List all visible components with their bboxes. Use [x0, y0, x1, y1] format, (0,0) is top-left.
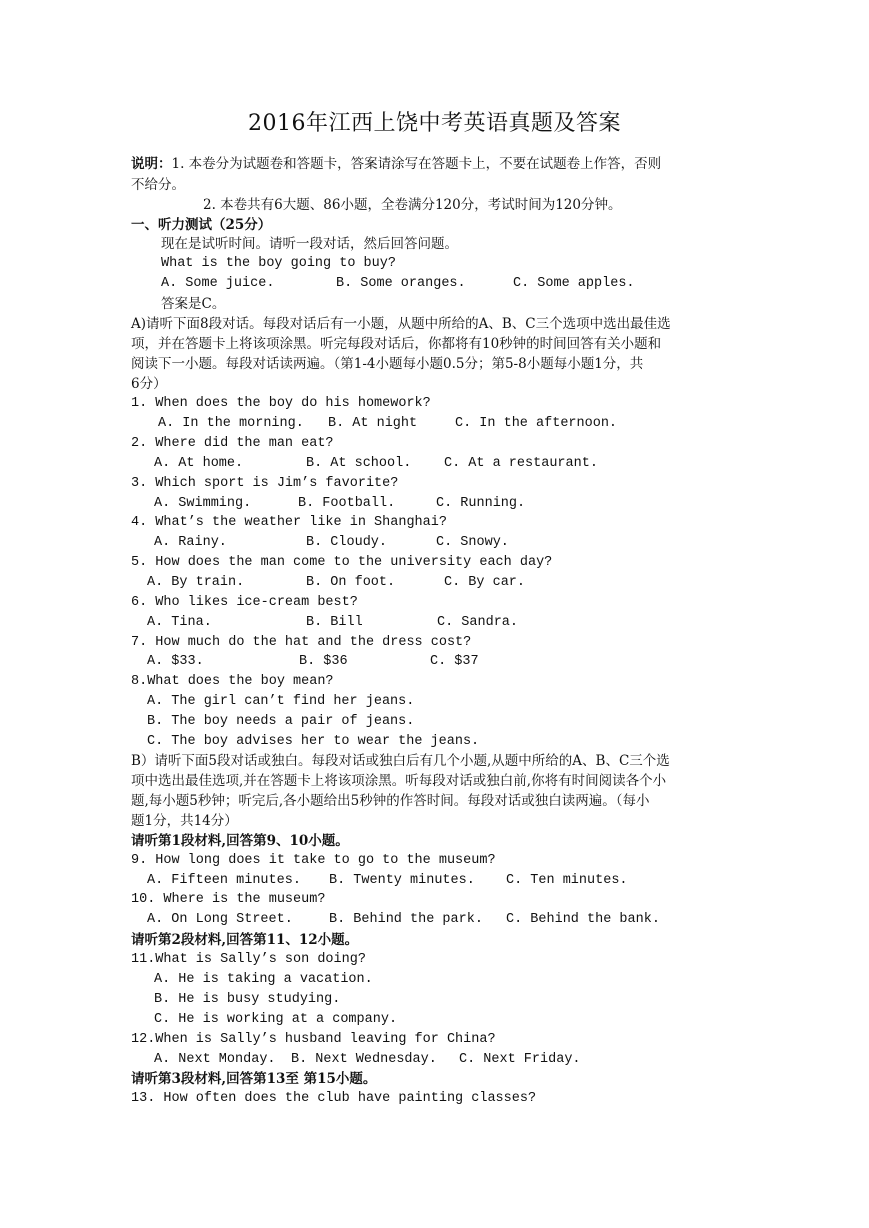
notes-line-1 [131, 154, 661, 174]
question-5: 5. How does the man come to the university each day? [131, 555, 553, 570]
question-8: 8.What does the boy mean? [131, 674, 334, 689]
option-a: A. In the morning. [158, 416, 304, 431]
option-a: A. Fifteen minutes. [147, 873, 301, 888]
option-c: C. Sandra. [437, 615, 519, 630]
option-c: C. Next Friday. [459, 1052, 581, 1067]
option-b: B. Twenty minutes. [329, 873, 475, 888]
part-b-instruction-3: 题,每小题5秒钟；听完后,各小题给出5秒钟的作答时间。每段对话或独白读两遍。（每小 [131, 793, 650, 809]
question-8-option-c: C. The boy advises her to wear the jeans. [147, 734, 480, 749]
question-10: 10. Where is the museum? [131, 892, 326, 907]
question-2: 2. Where did the man eat? [131, 436, 334, 451]
option-a: A. By train. [147, 575, 245, 590]
question-12: 12.When is Sally’s husband leaving for China? [131, 1032, 496, 1047]
option-c: C. By car. [444, 575, 526, 590]
part-a-instruction-4: 6分） [131, 376, 167, 392]
question-11-option-b: B. He is busy studying. [154, 992, 341, 1007]
option-b: B. Behind the park. [329, 912, 483, 927]
part-a-instruction-1: A)请听下面8段对话。每段对话后有一小题，从题中所给的A、B、C三个选项中选出最佳选 [131, 316, 671, 332]
option-c: C. Ten minutes. [506, 873, 628, 888]
sample-answer: 答案是C。 [161, 296, 226, 312]
option-c: C. Behind the bank. [506, 912, 660, 927]
question-13: 13. How often does the club have painting classes? [131, 1091, 537, 1106]
option-b: B. Football. [298, 496, 396, 511]
option-c: C. Running. [436, 496, 526, 511]
sample-option-a: A. Some juice. [161, 276, 275, 291]
question-11-option-a: A. He is taking a vacation. [154, 972, 373, 987]
note-1b: 不给分。 [131, 177, 185, 193]
option-b: B. $36 [299, 654, 348, 669]
option-c: C. In the afternoon. [455, 416, 618, 431]
page-title: 2016年江西上饶中考英语真题及答案 [248, 111, 621, 136]
question-7: 7. How much do the hat and the dress cost? [131, 635, 472, 650]
part-a-instruction-3: 阅读下一小题。每段对话读两遍。（第1-4小题每小题0.5分；第5-8小题每小题1分，共 [131, 356, 644, 372]
section-heading: 一、听力测试（25分） [131, 217, 272, 233]
question-8-option-b: B. The boy needs a pair of jeans. [147, 714, 415, 729]
note-1a: 1. 本卷分为试题卷和答题卡，答案请涂写在答题卡上，不要在试题卷上作答，否则 [171, 156, 662, 172]
question-4: 4. What’s the weather like in Shanghai? [131, 515, 447, 530]
option-a: A. Next Monday. [154, 1052, 276, 1067]
option-b: B. Bill [306, 615, 363, 630]
part-b-instruction-1: B）请听下面5段对话或独白。每段对话或独白后有几个小题,从题中所给的A、B、C三个选 [131, 753, 670, 769]
listening-intro: 现在是试听时间。请听一段对话，然后回答问题。 [161, 236, 458, 252]
part-a-instruction-2: 项，并在答题卡上将该项涂黑。听完每段对话后，你都将有10秒钟的时间回答有关小题和 [131, 336, 662, 352]
material-3-heading: 请听第3段材料,回答第13至 第15小题。 [131, 1071, 377, 1087]
material-2-heading: 请听第2段材料,回答第11、12小题。 [131, 932, 359, 948]
option-a: A. At home. [154, 456, 244, 471]
option-b: B. At night [328, 416, 418, 431]
question-1: 1. When does the boy do his homework? [131, 396, 431, 411]
part-b-instruction-4: 题1分，共14分） [131, 813, 238, 829]
material-1-heading: 请听第1段材料,回答第9、10小题。 [131, 833, 349, 849]
option-a: A. Rainy. [154, 535, 227, 550]
question-9: 9. How long does it take to go to the museum? [131, 853, 496, 868]
option-c: C. At a restaurant. [444, 456, 598, 471]
option-a: A. On Long Street. [147, 912, 293, 927]
option-b: B. On foot. [306, 575, 396, 590]
option-b: B. At school. [306, 456, 412, 471]
option-c: C. $37 [430, 654, 479, 669]
question-11-option-c: C. He is working at a company. [154, 1012, 398, 1027]
question-6: 6. Who likes ice-cream best? [131, 595, 358, 610]
part-b-instruction-2: 项中选出最佳选项,并在答题卡上将该项涂黑。听每段对话或独白前,你将有时间阅读各个小 [131, 773, 667, 789]
note-2: 2. 本卷共有6大题、86小题，全卷满分120分，考试时间为120分钟。 [203, 197, 622, 213]
option-a: A. $33. [147, 654, 204, 669]
option-a: A. Tina. [147, 615, 212, 630]
question-3: 3. Which sport is Jim’s favorite? [131, 476, 399, 491]
sample-question: What is the boy going to buy? [161, 256, 396, 271]
question-8-option-a: A. The girl can’t find her jeans. [147, 694, 415, 709]
question-11: 11.What is Sally’s son doing? [131, 952, 366, 967]
option-b: B. Next Wednesday. [291, 1052, 437, 1067]
sample-option-b: B. Some oranges. [336, 276, 466, 291]
option-a: A. Swimming. [154, 496, 252, 511]
option-b: B. Cloudy. [306, 535, 388, 550]
notes-label: 说明： [131, 156, 172, 172]
option-c: C. Snowy. [436, 535, 509, 550]
sample-option-c: C. Some apples. [513, 276, 635, 291]
